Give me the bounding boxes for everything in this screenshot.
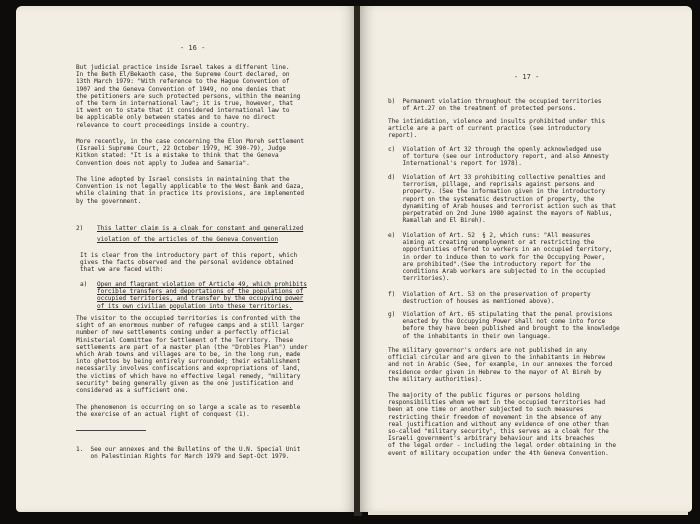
footnote-rule <box>76 430 146 431</box>
heading-2-line-2: violation of the articles of the Geneva Convention <box>97 236 278 243</box>
right-paragraph-1: The intimidation, violence and insults prohibited under this article are a part of current practice (see introductory report). <box>388 118 606 140</box>
left-paragraph-4: It is clear from the introductory part of this report, which gives the facts observed and the personal evidence obtained that we are faced with: <box>80 252 298 274</box>
heading-2-line-1: This latter claim is a cloak for constant and generalized <box>97 225 304 232</box>
left-paragraph-6: The phenomenon is occurring on so large a scale as to resemble the exercise of an actual right of conquest (1). <box>76 404 301 419</box>
footnote: 1. See our annexes and the Bulletins of the U.N. Special Unit on Palestinian Rights for March 1979 and Sept-Oct 1979. <box>76 446 301 461</box>
right-paragraph-2: The military governor's orders are not published in any official circular and are given to the inhabitants in Hebrew and not in Arabic (See, for example, in our annexes the forced residence order given in Hebrew to the mayor of Al Bireh by the military authorities). <box>388 347 613 383</box>
left-paragraph-2: More recently, in the case concerning the Elon Moreh settlement (Israeli Supreme Court, 22 October 1979, HC 390-79), Judge Kitkon stated: "It is a mistake to think that the Geneva Convention does not apply to Judea and Samaria". <box>76 138 304 167</box>
item-g: g) Violation of Art. 65 stipulating that the penal provisions enacted by the Occupying Power shall not come into force before they have been published and brought to the knowledge of the inhabitants in their own language. <box>388 311 620 340</box>
item-a-text: Open and flagrant violation of Article 49, which prohibits forcible transfers and deportations of the populations of occupied territories, and transfer by the occupying power of its own civilian population into these territories. <box>97 281 307 310</box>
right-paragraph-3: The majority of the public figures or persons holding responsibilities whom we met in the occupied territories had been at one time or another subjected to such measures restricting their freedom of movement in the absence of any real justification and without any evidence of one other than so-called "military security", this serves as a cloak for the Israeli government's arbitrary behaviour and its breaches of the legal order - including the legal order obtaining in the event of military occupation under the 4th Geneva Convention. <box>388 392 616 457</box>
item-e: e) Violation of Art. 52 § 2, which runs: "All measures aiming at creating unemployment or at restricting the opportunities offered to workers in an occupied territory, in order to induce them to work for the Occupying Power, are prohibited".(See the introductory report for the conditions Arab workers are subjected to in the occupied territories). <box>388 232 613 283</box>
left-paragraph-1: But judicial practice inside Israel takes a different line. In the Beth El/Bekaoth case, the Supreme Court declared, on 13th March 1979: "With reference to the Hague Convention of 1907 and the Geneva Convention of 1949, no one denies that the petitioners are such protected persons, within the meaning of the term in international law"; it is true, however, that it went on to state that it considered international law to be applicable only between states and to have no direct relevance to court proceedings inside a country. <box>76 64 301 129</box>
right-page <box>360 6 692 512</box>
item-f: f) Violation of Art. 53 on the preservation of property destruction of houses as mentioned above). <box>388 291 591 306</box>
left-paragraph-5: The visitor to the occupied territories is confronted with the sight of an enormous number of refugee camps and a still larger number of new settlements coming under a perfectly official Ministerial Committee for Settlement of the Territory. These settlements are part of a master plan (the "Drobles Plan") under which Arab towns and villages are to be, in the long run, made into ghettos by being entirely surrounded; their establishment necessarily involves confiscations and expropriations of land, the victims of which have no effective legal remedy, "military security" being generally given as the one justification and considered as a sufficient one. <box>76 315 308 395</box>
item-a-label: a) <box>80 281 88 288</box>
document-spread <box>8 6 694 518</box>
item-d: d) Violation of Art 33 prohibiting collective penalties and terrorism, pillage, and reprisals against persons and property. (See the information given in the introductory report on the systematic destruction of property, the dynamiting of Arab houses and terrorist action such as that perpetrated on 2nd June 1980 against the mayors of Nablus, Ramallah and El Bireh). <box>388 174 616 225</box>
left-page-number: - 16 - <box>180 44 206 52</box>
page-edge-strip <box>368 511 688 515</box>
left-page <box>16 6 356 512</box>
heading-2-number: 2) <box>76 225 84 232</box>
left-paragraph-3: The line adopted by Israel consists in maintaining that the Convention is not legally applicable to the West Bank and Gaza, while claiming that in practice its provisions, are implemented by the government. <box>76 176 304 205</box>
right-page-number: - 17 - <box>514 73 540 81</box>
item-b: b) Permanent violation throughout the occupied territories of Art.27 on the treatment of protected persons. <box>388 98 602 113</box>
item-c: c) Violation of Art 32 through the openly acknowledged use of torture (see our introductory report, and also Amnesty International's report for 1978). <box>388 146 609 168</box>
